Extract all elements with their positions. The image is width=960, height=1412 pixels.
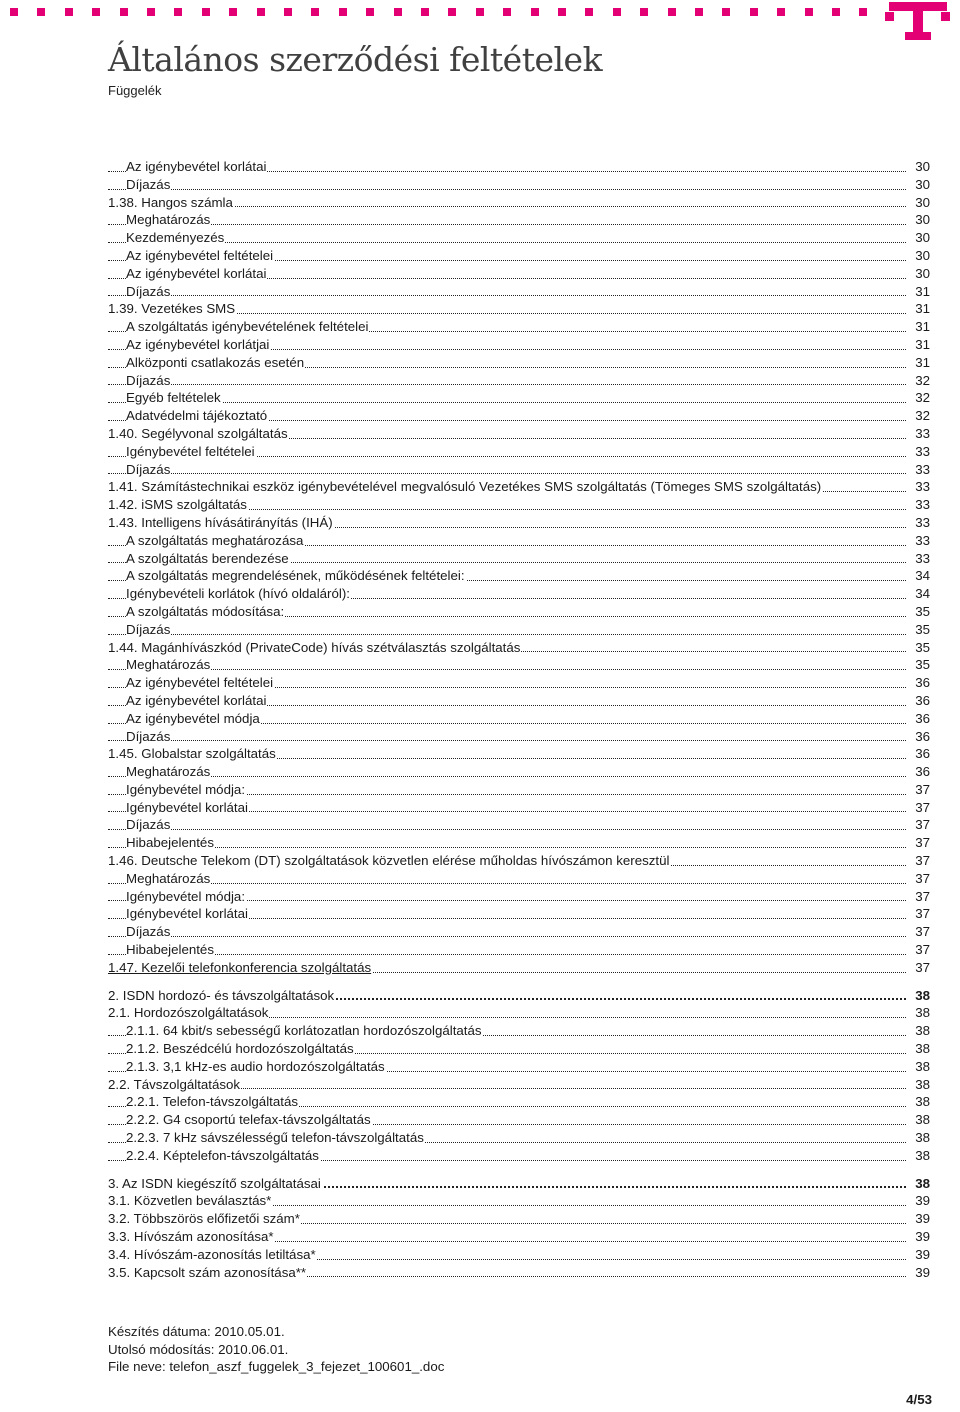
toc-entry-label: 3.5. Kapcsolt szám azonosítása** (108, 1264, 307, 1280)
toc-entry[interactable] (108, 941, 930, 959)
toc-entry-page: 32 (915, 408, 930, 424)
toc-entry-page: 39 (915, 1193, 930, 1209)
toc-entry-page: 37 (915, 906, 930, 922)
toc-entry-page: 37 (915, 924, 930, 940)
brand-square-bar (0, 8, 880, 18)
toc-entry[interactable] (108, 336, 930, 354)
toc-entry-label: 3.1. Közvetlen beválasztás* (108, 1193, 272, 1209)
toc-entry[interactable] (108, 905, 930, 923)
brand-square (120, 8, 128, 16)
toc-entry-page: 33 (915, 461, 930, 477)
toc-entry-page: 30 (915, 159, 930, 174)
toc-leader-dots (108, 473, 906, 474)
telekom-t-logo-icon (885, 2, 955, 40)
toc-entry[interactable] (108, 816, 930, 834)
toc-entry-label: 1.44. Magánhívászkód (PrivateCode) hívás szétválasztás szolgáltatás (108, 639, 521, 655)
toc-entry[interactable] (108, 1210, 930, 1228)
toc-entry[interactable] (108, 283, 930, 301)
toc-leader-dots (108, 295, 906, 296)
brand-square (476, 8, 484, 16)
toc-leader-dots (108, 634, 906, 635)
toc-entry[interactable] (108, 461, 930, 479)
brand-square (65, 8, 73, 16)
toc-leader-dots (108, 954, 906, 955)
toc-entry-page: 33 (915, 532, 930, 548)
toc-entry-label: 3. Az ISDN kiegészítő szolgáltatásai (108, 1175, 321, 1191)
toc-entry-page: 33 (915, 443, 930, 459)
toc-entry-label: 1.43. Intelligens hívásátirányítás (IHÁ) (108, 514, 333, 530)
toc-entry-page: 38 (915, 1112, 930, 1128)
toc-entry-page: 35 (915, 639, 930, 655)
toc-entry[interactable] (108, 550, 930, 568)
toc-entry-label: A szolgáltatás berendezése (126, 550, 289, 566)
toc-entry-page: 35 (915, 621, 930, 637)
toc-entry-page: 33 (915, 514, 930, 530)
toc-entry-page: 31 (915, 283, 930, 299)
page-subtitle: Függelék (108, 83, 162, 98)
toc-entry[interactable] (108, 496, 930, 514)
toc-entry[interactable] (108, 585, 930, 603)
toc-entry-label: Meghatározás (126, 870, 211, 886)
brand-square (311, 8, 319, 16)
toc-entry-label: 1.39. Vezetékes SMS (108, 301, 236, 317)
toc-entry-label: Díjazás (126, 461, 171, 477)
toc-entry[interactable] (108, 674, 930, 692)
toc-entry-page: 37 (915, 942, 930, 958)
brand-square (695, 8, 703, 16)
toc-entry[interactable] (108, 194, 930, 212)
toc-entry-page: 36 (915, 764, 930, 780)
toc-entry-label: Díjazás (126, 283, 171, 299)
toc-entry-label: Az igénybevétel feltételei (126, 675, 274, 691)
brand-square (147, 8, 155, 16)
toc-entry-page: 38 (915, 1058, 930, 1074)
toc-entry-page: 30 (915, 247, 930, 263)
toc-entry[interactable] (108, 1192, 930, 1210)
toc-entry[interactable] (108, 852, 930, 870)
toc-entry[interactable] (108, 158, 930, 176)
toc-entry[interactable] (108, 443, 930, 461)
toc-entry[interactable] (108, 1022, 930, 1040)
toc-entry-page: 30 (915, 230, 930, 246)
toc-leader-dots (108, 740, 906, 741)
toc-entry[interactable] (108, 1040, 930, 1058)
toc-entry-label: Igénybevétel korlátai (126, 906, 248, 922)
toc-entry-page: 37 (915, 870, 930, 886)
document-footer (108, 1323, 444, 1376)
toc-entry-label: Igénybevétel korlátai (126, 799, 248, 815)
page-number: 4/53 (906, 1392, 932, 1407)
toc-leader-dots (108, 669, 906, 670)
toc-entry-page: 37 (915, 817, 930, 833)
toc-entry-page: 38 (915, 1175, 930, 1191)
toc-entry[interactable] (108, 514, 930, 532)
page-title: Általános szerződési feltételek (108, 40, 603, 79)
toc-entry-label: 2.1.1. 64 kbit/s sebességű korlátozatlan hordozószolgáltatás (126, 1023, 482, 1039)
toc-entry-label: A szolgáltatás módosítása: (126, 603, 285, 619)
toc-entry-label: Igénybevétel módja: (126, 781, 246, 797)
toc-entry-page: 39 (915, 1229, 930, 1245)
toc-entry[interactable] (108, 799, 930, 817)
toc-entry[interactable] (108, 1076, 930, 1094)
toc-entry-page: 36 (915, 728, 930, 744)
brand-square (421, 8, 429, 16)
toc-entry[interactable] (108, 923, 930, 941)
toc-entry[interactable] (108, 1111, 930, 1129)
brand-square (585, 8, 593, 16)
brand-square (805, 8, 813, 16)
toc-entry[interactable] (108, 318, 930, 336)
brand-square (339, 8, 347, 16)
toc-entry-label: Hibabejelentés (126, 942, 214, 958)
toc-entry[interactable] (108, 728, 930, 746)
toc-entry-label: A szolgáltatás meghatározása (126, 532, 304, 548)
toc-entry-page: 34 (915, 568, 930, 584)
toc-entry-label: Az igénybevétel módja (126, 710, 260, 726)
toc-entry-page: 39 (915, 1211, 930, 1227)
toc-entry[interactable] (108, 1093, 930, 1111)
toc-leader-dots (108, 402, 906, 403)
brand-square (722, 8, 730, 16)
toc-entry[interactable] (108, 1246, 930, 1264)
toc-entry[interactable] (108, 567, 930, 585)
toc-entry-label: 1.45. Globalstar szolgáltatás (108, 746, 276, 762)
toc-entry-page: 36 (915, 675, 930, 691)
toc-entry-label: Díjazás (126, 176, 171, 192)
toc-entry-page: 32 (915, 390, 930, 406)
toc-leader-dots (108, 847, 906, 848)
brand-square (448, 8, 456, 16)
toc-entry-label: 1.38. Hangos számla (108, 194, 233, 210)
brand-square (257, 8, 265, 16)
brand-square (777, 8, 785, 16)
toc-entry-label: Díjazás (126, 728, 171, 744)
toc-entry-page: 37 (915, 853, 930, 869)
file-name: File neve: telefon_aszf_fuggelek_3_fejezet_100601_.doc (108, 1359, 445, 1374)
toc-entry-page: 31 (915, 301, 930, 317)
toc-entry[interactable] (108, 987, 930, 1005)
brand-square (531, 8, 539, 16)
brand-square (640, 8, 648, 16)
toc-entry-label: Igénybevételi korlátok (hívó oldaláról): (126, 586, 350, 602)
toc-entry-label: 1.42. iSMS szolgáltatás (108, 497, 247, 513)
toc-entry[interactable] (108, 1175, 930, 1193)
toc-entry-label: Díjazás (126, 817, 171, 833)
toc-entry[interactable] (108, 656, 930, 674)
toc-entry[interactable] (108, 425, 930, 443)
toc-entry-label: Díjazás (126, 372, 171, 388)
table-of-contents (108, 158, 930, 1281)
toc-entry-page: 38 (915, 1005, 930, 1021)
toc-entry[interactable] (108, 247, 930, 265)
toc-entry[interactable] (108, 692, 930, 710)
toc-entry-page: 33 (915, 425, 930, 441)
toc-entry-label: Meghatározás (126, 764, 211, 780)
toc-entry-page: 36 (915, 710, 930, 726)
toc-entry[interactable] (108, 407, 930, 425)
brand-square (859, 8, 867, 16)
toc-entry-label: Igénybevétel módja: (126, 888, 246, 904)
brand-square (832, 8, 840, 16)
toc-entry-page: 31 (915, 336, 930, 352)
toc-entry[interactable] (108, 781, 930, 799)
toc-entry[interactable] (108, 1058, 930, 1076)
toc-entry-label: 2.2.2. G4 csoportú telefax-távszolgáltatás (126, 1112, 371, 1128)
toc-entry-label: 1.47. Kezelői telefonkonferencia szolgáltatás (108, 959, 372, 975)
toc-entry[interactable] (108, 229, 930, 247)
toc-entry[interactable] (108, 763, 930, 781)
toc-entry[interactable] (108, 639, 930, 657)
toc-entry-label: 1.46. Deutsche Telekom (DT) szolgáltatások közvetlen elérése műholdas hívószámon keresztül (108, 853, 670, 869)
toc-entry[interactable] (108, 1264, 930, 1282)
toc-entry[interactable] (108, 478, 930, 496)
toc-entry[interactable] (108, 176, 930, 194)
toc-entry[interactable] (108, 1004, 930, 1022)
toc-entry-label: 2.2.1. Telefon-távszolgáltatás (126, 1094, 298, 1110)
brand-square (750, 8, 758, 16)
toc-entry-page: 36 (915, 746, 930, 762)
toc-entry-label: Egyéb feltételek (126, 390, 221, 406)
toc-entry-page: 33 (915, 479, 930, 495)
toc-entry-label: A szolgáltatás igénybevételének feltételei (126, 319, 369, 335)
brand-square (202, 8, 210, 16)
toc-entry-label: 3.4. Hívószám-azonosítás letiltása* (108, 1246, 316, 1262)
brand-square (229, 8, 237, 16)
toc-entry-page: 31 (915, 319, 930, 335)
brand-square (37, 8, 45, 16)
toc-entry-page: 38 (915, 1094, 930, 1110)
toc-entry-page: 38 (915, 1041, 930, 1057)
toc-entry[interactable] (108, 389, 930, 407)
toc-entry[interactable] (108, 621, 930, 639)
toc-entry-page: 30 (915, 265, 930, 281)
toc-entry-page: 32 (915, 372, 930, 388)
toc-entry-label: 3.3. Hívószám azonosítása* (108, 1229, 274, 1245)
toc-entry-label: 2.2.3. 7 kHz sávszélességű telefon-távszolgáltatás (126, 1130, 424, 1146)
brand-square (10, 8, 18, 16)
toc-entry-label: Meghatározás (126, 212, 211, 228)
toc-entry-label: 1.40. Segélyvonal szolgáltatás (108, 425, 288, 441)
toc-leader-dots (108, 829, 906, 830)
toc-entry[interactable] (108, 532, 930, 550)
brand-square (558, 8, 566, 16)
toc-entry-page: 30 (915, 176, 930, 192)
toc-entry-page: 37 (915, 888, 930, 904)
brand-square (284, 8, 292, 16)
toc-entry-label: Hibabejelentés (126, 835, 214, 851)
toc-entry-label: Kezdeményezés (126, 230, 225, 246)
toc-entry-label: 2.1. Hordozószolgáltatások (108, 1005, 269, 1021)
toc-entry[interactable] (108, 372, 930, 390)
toc-entry-label: 2.2.4. Képtelefon-távszolgáltatás (126, 1147, 319, 1163)
toc-entry-page: 35 (915, 657, 930, 673)
modified-date: Utolsó módosítás: 2010.06.01. (108, 1341, 289, 1357)
toc-entry-label: Az igénybevétel korlátai (126, 692, 267, 708)
toc-entry[interactable] (108, 1129, 930, 1147)
toc-entry-page: 39 (915, 1264, 930, 1280)
toc-entry-label: Az igénybevétel korlátai (126, 265, 267, 281)
toc-entry[interactable] (108, 354, 930, 372)
toc-entry-label: 3.2. Többszörös előfizetői szám* (108, 1211, 300, 1227)
toc-entry-label: Igénybevétel feltételei (126, 443, 255, 459)
toc-entry-page: 34 (915, 586, 930, 602)
brand-square (92, 8, 100, 16)
toc-entry-label: Díjazás (126, 924, 171, 940)
toc-entry-page: 36 (915, 692, 930, 708)
toc-entry[interactable] (108, 745, 930, 763)
toc-entry-page: 30 (915, 194, 930, 210)
toc-entry[interactable] (108, 959, 930, 977)
brand-square (174, 8, 182, 16)
toc-entry-page: 33 (915, 497, 930, 513)
toc-leader-dots (108, 224, 906, 225)
toc-leader-dots (108, 242, 906, 243)
toc-entry-page: 37 (915, 781, 930, 797)
toc-entry-label: Alközponti csatlakozás esetén (126, 354, 305, 370)
toc-entry-page: 38 (915, 1130, 930, 1146)
toc-entry-page: 38 (915, 1023, 930, 1039)
toc-entry[interactable] (108, 265, 930, 283)
brand-square (394, 8, 402, 16)
toc-entry[interactable] (108, 1147, 930, 1165)
toc-leader-dots (108, 384, 906, 385)
toc-entry-label: 2.2. Távszolgáltatások (108, 1076, 241, 1092)
toc-leader-dots (108, 189, 906, 190)
toc-entry-page: 37 (915, 835, 930, 851)
toc-entry-label: 2. ISDN hordozó- és távszolgáltatások (108, 987, 335, 1003)
created-date: Készítés dátuma: 2010.05.01. (108, 1324, 285, 1339)
brand-square (366, 8, 374, 16)
toc-entry-page: 37 (915, 799, 930, 815)
toc-entry-label: 1.41. Számítástechnikai eszköz igénybevételével megvalósuló Vezetékes SMS szolgáltatás (Tömeges SMS szolgáltatás) (108, 479, 822, 495)
toc-entry-label: 2.1.3. 3,1 kHz-es audio hordozószolgáltatás (126, 1058, 385, 1074)
brand-square (503, 8, 511, 16)
toc-entry-page: 39 (915, 1246, 930, 1262)
toc-entry-label: Meghatározás (126, 657, 211, 673)
toc-entry-page: 35 (915, 603, 930, 619)
toc-entry-label: Az igénybevétel korlátjai (126, 336, 270, 352)
toc-entry-label: 2.1.2. Beszédcélú hordozószolgáltatás (126, 1041, 354, 1057)
toc-leader-dots (108, 936, 906, 937)
toc-entry-page: 33 (915, 550, 930, 566)
toc-leader-dots (108, 776, 906, 777)
toc-leader-dots (108, 883, 906, 884)
toc-entry-page: 37 (915, 959, 930, 975)
toc-entry-page: 30 (915, 212, 930, 228)
toc-entry-label: A szolgáltatás megrendelésének, működésének feltételei: (126, 568, 465, 584)
toc-entry-page: 38 (915, 1147, 930, 1163)
brand-square (613, 8, 621, 16)
toc-entry[interactable] (108, 603, 930, 621)
toc-entry[interactable] (108, 834, 930, 852)
toc-entry-label: Adatvédelmi tájékoztató (126, 408, 268, 424)
toc-entry-label: Az igénybevétel korlátai (126, 159, 267, 174)
toc-entry-page: 31 (915, 354, 930, 370)
toc-entry-page: 38 (915, 987, 930, 1003)
toc-entry-label: Díjazás (126, 621, 171, 637)
toc-entry[interactable] (108, 300, 930, 318)
toc-entry[interactable] (108, 888, 930, 906)
toc-entry[interactable] (108, 211, 930, 229)
toc-entry[interactable] (108, 1228, 930, 1246)
toc-entry[interactable] (108, 710, 930, 728)
brand-square (668, 8, 676, 16)
toc-entry-label: Az igénybevétel feltételei (126, 247, 274, 263)
toc-entry[interactable] (108, 870, 930, 888)
toc-entry-page: 38 (915, 1076, 930, 1092)
